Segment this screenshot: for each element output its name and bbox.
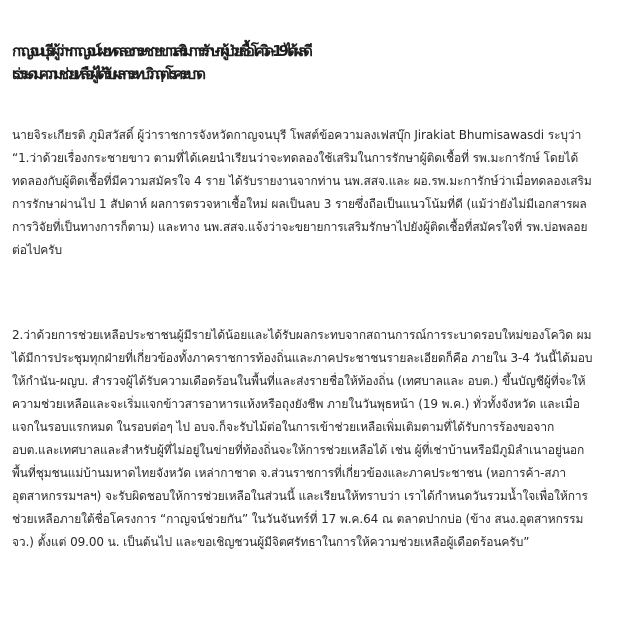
- paragraph-line: ช่วยเหลือภายใต้ชื่อโครงการ “กาญจน์ช่วยกัน” ในวันจันทร์ที่ 17 พ.ค.64 ณ ตลาดปากบ่อ (ข้าง สนง.อุตสาหกรรม: [12, 512, 584, 526]
- paragraph-line: แจกในรอบแรกหมด ในรอบต่อๆ ไป อบจ.ก็จะรับไม้ต่อในการเข้าช่วยเหลือเพิ่มเติมตามที่ได้รับการร้องขอจาก: [12, 420, 555, 434]
- paragraph-line: อบต.และเทศบาลและสำหรับผู้ที่ไม่อยู่ในข่ายที่ท้องถิ่นจะให้การช่วยเหลือได้ เช่น ผู้ที่เช่าบ้านหรือมีภูมิลำเนาอยู่นอก: [12, 443, 585, 457]
- headline-line: เร่งระดมความช่วยเหลือผู้ได้รับผลกระทบวิกฤตโรคระบาด: [12, 65, 202, 83]
- paragraph-line: 2.ว่าด้วยการช่วยเหลือประชาชนผู้มีรายได้น้อยและได้รับผลกระทบจากสถานการณ์การระบาดรอบใหม่ของโควิด ผม: [12, 328, 592, 342]
- article-headline: [12, 40, 627, 86]
- paragraph-line: ความช่วยเหลือและจะเริ่มแจกข้าวสารอาหารแห้งหรือถุงยังชีพ ภายในวันพุธหน้า (19 พ.ค.) ทั่วทั้งจังหวัด และเมื่อ: [12, 397, 580, 411]
- paragraph-line: นายจิระเกียรติ ภูมิสวัสดิ์ ผู้ว่าราชการจังหวัดกาญจนบุรี โพสต์ข้อความลงเฟสบุ๊ก Jirakiat Bhumisawasdi ระบุว่า: [12, 128, 582, 142]
- paragraph-line: การวิจัยที่เป็นทางการก็ตาม) และทาง นพ.สสจ.แจ้งว่าจะขยายการเสริมรักษาไปยังผู้ติดเชื้อที่สมัครใจที่ รพ.บ่อพลอย: [12, 220, 588, 234]
- paragraph-line: อุตสาหกรรมฯลฯ) จะรับผิดชอบให้การช่วยเหลือในส่วนนี้ และเรียนให้ทราบว่า เราได้กำหนดวันรวมน้ำใจเพื่อให้การ: [12, 489, 588, 503]
- paragraph-line: ทดลองกับผู้ติดเชื้อที่มีความสมัครใจ 4 ราย ได้รับรายงานจากท่าน นพ.สสจ.และ ผอ.รพ.มะการักษ์ว่าเมื่อทดลองเสริม: [12, 174, 592, 188]
- paragraph-line: จว.) ตั้งแต่ 09.00 น. เป็นต้นไป และขอเชิญชวนผู้มีจิตศรัทธาในการให้ความช่วยเหลือผู้เดือดร้อนครับ”: [12, 535, 530, 549]
- article-paragraph-1: [12, 124, 592, 262]
- news-article: [12, 40, 627, 549]
- paragraph-line: พื้นที่ชุมชนแม่บ้านมหาดไทยจังหวัด เหล่ากาชาด จ.ส่วนราชการที่เกี่ยวข้องและภาคประชาชน (หอการค้า-สภา: [12, 466, 566, 480]
- headline-line: กาญจนบุรี-ผู้ว่าฯกาญจน์เผยทดลองกระชายขาวเสริมการรักษาผู้ป่วยเชื้อโควิด-19ได้ผลดี: [12, 42, 309, 60]
- article-paragraph-2: [12, 324, 592, 554]
- paragraph-line: ได้มีการประชุมทุกฝ่ายที่เกี่ยวข้องทั้งภาคราชการท้องถิ่นและภาคประชาชนรายละเอียดก็คือ ภายใน 3-4 วันนี้ได้มอบ: [12, 351, 593, 365]
- paragraph-line: การรักษาผ่านไป 1 สัปดาห์ ผลการตรวจหาเชื้อใหม่ ผลเป็นลบ 3 รายซึ่งถือเป็นแนวโน้มที่ดี (แม้ว่ายังไม่มีเอกสารผล: [12, 197, 587, 211]
- paragraph-line: ต่อไปครับ: [12, 243, 63, 257]
- paragraph-line: “1.ว่าด้วยเรื่องกระชายขาว ตามที่ได้เคยนำเรียนว่าจะทดลองใช้เสริมในการรักษาผู้ติดเชื้อที่ รพ.มะการักษ์ โดยได้: [12, 151, 579, 165]
- paragraph-line: ให้กำนัน-ผญบ. สำรวจผู้ได้รับความเดือดร้อนในพื้นที่และส่งรายชื่อให้ท้องถิ่น (เทศบาลและ อบต.) ขึ้นบัญชีผู้ที่จะให้: [12, 374, 586, 388]
